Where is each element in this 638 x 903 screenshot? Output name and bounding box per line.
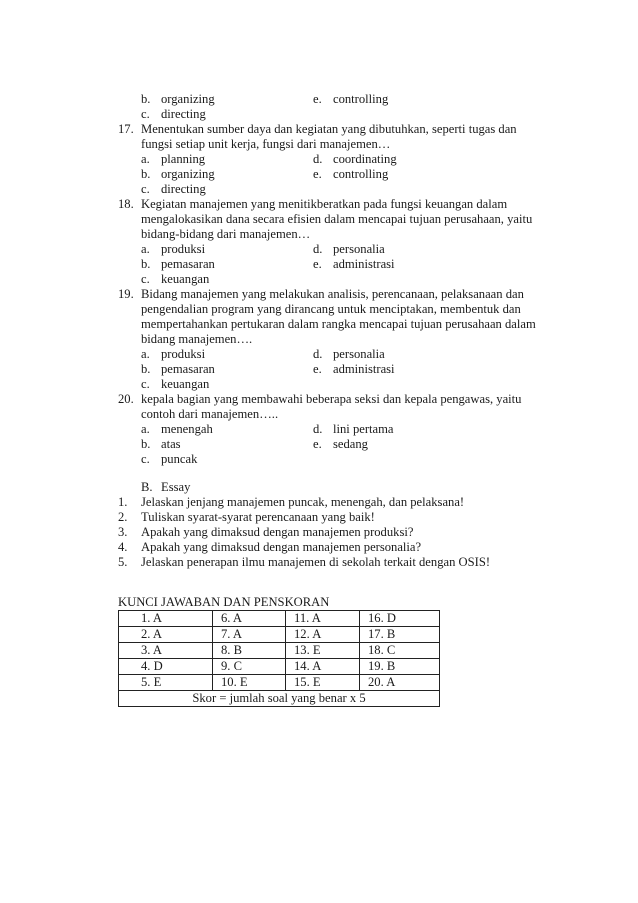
answer-key-title: KUNCI JAWABAN DAN PENSKORAN — [118, 595, 330, 609]
question-17-number: 17. — [118, 122, 134, 136]
question-20-number: 20. — [118, 392, 134, 406]
answer-key-cell: 19. B — [360, 659, 440, 675]
answer-key-cell: 8. B — [213, 643, 286, 659]
answer-key-cell: 13. E — [286, 643, 360, 659]
option-16-e: e. controlling — [313, 92, 389, 106]
answer-key-cell: 4. D — [119, 659, 213, 675]
essay-2-text: Tuliskan syarat-syarat perencanaan yang baik! — [141, 510, 375, 524]
essay-2-number: 2. — [118, 510, 128, 524]
answer-key-table — [118, 610, 440, 707]
answer-key-cell: 18. C — [360, 643, 440, 659]
option-18-c: c. keuangan — [141, 272, 210, 286]
scoring-formula: Skor = jumlah soal yang benar x 5 — [119, 691, 440, 707]
option-20-d: d. lini pertama — [313, 422, 394, 436]
essay-4-text: Apakah yang dimaksud dengan manajemen personalia? — [141, 540, 422, 554]
option-17-d: d. coordinating — [313, 152, 397, 166]
question-19-line-2: pengendalian program yang dirancang untuk menciptakan, membentuk dan — [141, 302, 521, 316]
option-19-e: e. administrasi — [313, 362, 395, 376]
option-20-a: a. menengah — [141, 422, 213, 436]
answer-key-cell: 6. A — [213, 611, 286, 627]
option-18-b: b. pemasaran — [141, 257, 215, 271]
question-18-line-2: mengalokasikan dana secara efisien dalam mencapai tujuan perusahaan, yaitu — [141, 212, 533, 226]
answer-key-row — [119, 659, 440, 675]
question-19-line-4: bidang manajemen…. — [141, 332, 253, 346]
option-17-c: c. directing — [141, 182, 206, 196]
option-19-c: c. keuangan — [141, 377, 210, 391]
question-19-line-3: mempertahankan pertukaran dalam rangka mencapai tujuan perusahaan dalam — [141, 317, 536, 331]
option-18-a: a. produksi — [141, 242, 206, 256]
option-19-b: b. pemasaran — [141, 362, 215, 376]
option-20-e: e. sedang — [313, 437, 368, 451]
option-19-d: d. personalia — [313, 347, 385, 361]
answer-key-cell: 14. A — [286, 659, 360, 675]
option-20-b: b. atas — [141, 437, 181, 451]
question-18-line-3: bidang-bidang dari manajemen… — [141, 227, 311, 241]
question-17-line-1: Menentukan sumber daya dan kegiatan yang dibutuhkan, seperti tugas dan — [141, 122, 517, 136]
option-19-a: a. produksi — [141, 347, 206, 361]
question-19-number: 19. — [118, 287, 134, 301]
answer-key-cell: 17. B — [360, 627, 440, 643]
answer-key-row — [119, 611, 440, 627]
question-18-number: 18. — [118, 197, 134, 211]
answer-key-cell: 2. A — [119, 627, 213, 643]
answer-key-cell: 9. C — [213, 659, 286, 675]
answer-key-footer-row — [119, 691, 440, 707]
answer-key-cell: 15. E — [286, 675, 360, 691]
answer-key-row — [119, 643, 440, 659]
answer-key-cell: 20. A — [360, 675, 440, 691]
question-20-line-1: kepala bagian yang membawahi beberapa seksi dan kepala pengawas, yaitu — [141, 392, 522, 406]
option-18-e: e. administrasi — [313, 257, 395, 271]
answer-key-cell: 7. A — [213, 627, 286, 643]
question-20-line-2: contoh dari manajemen….. — [141, 407, 279, 421]
answer-key-cell: 10. E — [213, 675, 286, 691]
question-18-line-1: Kegiatan manajemen yang menitikberatkan pada fungsi keuangan dalam — [141, 197, 508, 211]
option-17-e: e. controlling — [313, 167, 389, 181]
essay-3-number: 3. — [118, 525, 128, 539]
option-18-d: d. personalia — [313, 242, 385, 256]
answer-key-cell: 5. E — [119, 675, 213, 691]
answer-key-cell: 3. A — [119, 643, 213, 659]
essay-heading: B. Essay — [141, 480, 191, 494]
essay-5-text: Jelaskan penerapan ilmu manajemen di sekolah terkait dengan OSIS! — [141, 555, 491, 569]
essay-5-number: 5. — [118, 555, 128, 569]
answer-key-cell: 12. A — [286, 627, 360, 643]
option-17-b: b. organizing — [141, 167, 215, 181]
answer-key-row — [119, 675, 440, 691]
answer-key-row — [119, 627, 440, 643]
option-20-c: c. puncak — [141, 452, 198, 466]
answer-key-cell: 1. A — [119, 611, 213, 627]
essay-4-number: 4. — [118, 540, 128, 554]
option-17-a: a. planning — [141, 152, 206, 166]
option-16-c: c. directing — [141, 107, 206, 121]
answer-key-cell: 11. A — [286, 611, 360, 627]
essay-3-text: Apakah yang dimaksud dengan manajemen produksi? — [141, 525, 414, 539]
essay-1-text: Jelaskan jenjang manajemen puncak, menengah, dan pelaksana! — [141, 495, 465, 509]
option-16-b: b. organizing — [141, 92, 215, 106]
question-19-line-1: Bidang manajemen yang melakukan analisis, perencanaan, pelaksanaan dan — [141, 287, 524, 301]
question-17-line-2: fungsi setiap unit kerja, fungsi dari manajemen… — [141, 137, 391, 151]
essay-1-number: 1. — [118, 495, 128, 509]
answer-key-cell: 16. D — [360, 611, 440, 627]
